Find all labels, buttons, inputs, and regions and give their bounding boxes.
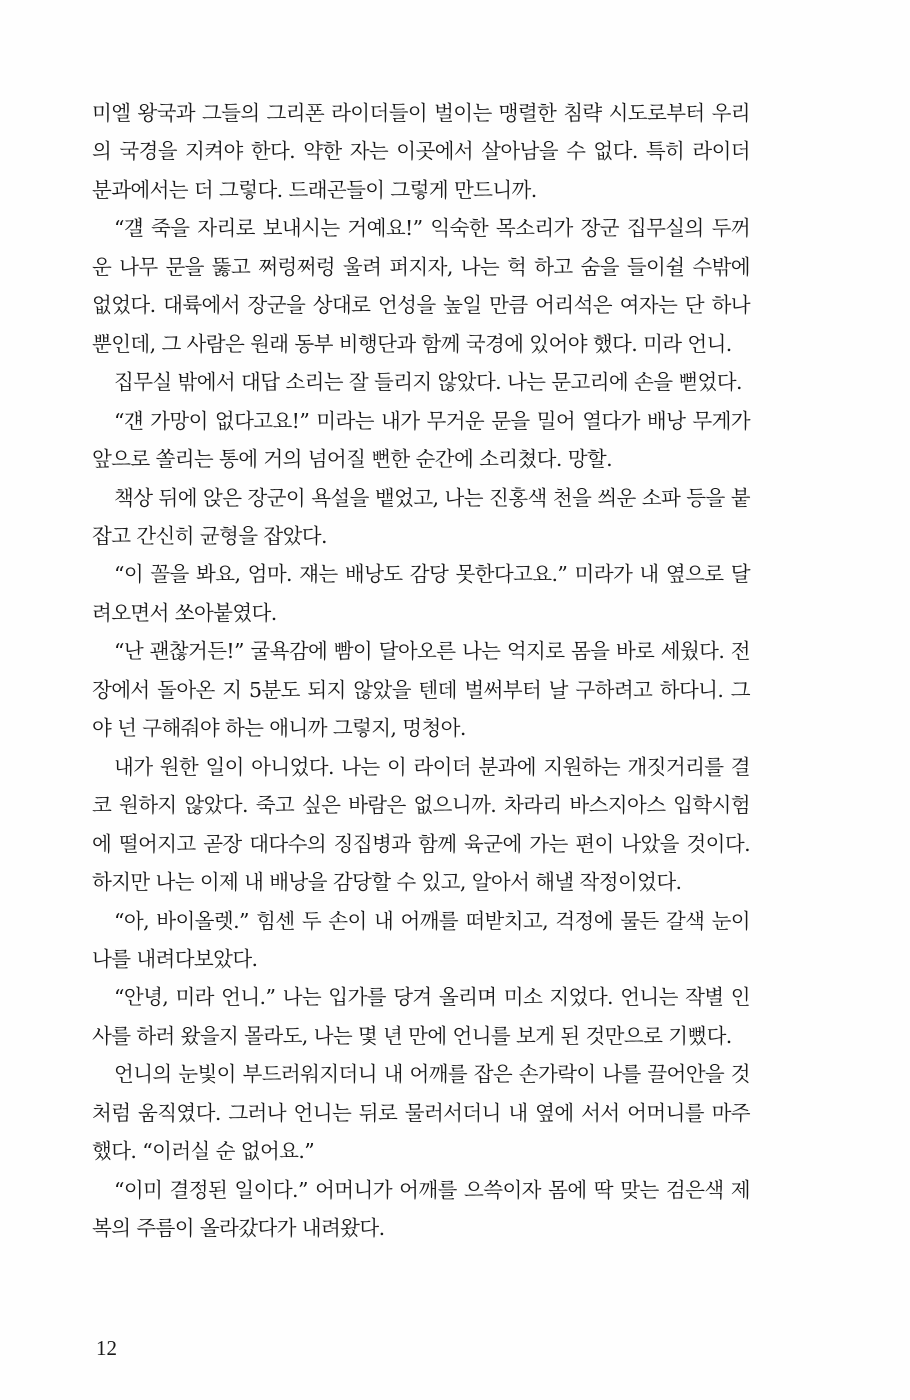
paragraph: “걘 가망이 없다고요!” 미라는 내가 무거운 문을 밀어 열다가 배낭 무게가 앞으로 쏠리는 통에 거의 넘어질 뻔한 순간에 소리쳤다. 망할. — [92, 408, 750, 472]
body-text — [92, 94, 750, 1248]
paragraph: “걜 죽을 자리로 보내시는 거예요!” 익숙한 목소리가 장군 집무실의 두꺼운 나무 문을 뚫고 쩌렁쩌렁 울려 퍼지자, 나는 헉 하고 숨을 들이쉴 수밖에 없었다. 대륙에서 장군을 상대로 언성을 높일 만큼 어리석은 여자는 단 하나뿐인데, 그 사람은 원래 동부 비행단과 함께 국경에 있어야 했다. 미라 언니. — [92, 216, 750, 356]
paragraph: 미엘 왕국과 그들의 그리폰 라이더들이 벌이는 맹렬한 침략 시도로부터 우리의 국경을 지켜야 한다. 약한 자는 이곳에서 살아남을 수 없다. 특히 라이더 분과에서는 더 그렇다. 드래곤들이 그렇게 만드니까. — [92, 101, 750, 202]
paragraph: 책상 뒤에 앉은 장군이 욕설을 뱉었고, 나는 진홍색 천을 씌운 소파 등을 붙잡고 간신히 균형을 잡았다. — [92, 485, 750, 548]
paragraph: “이 꼴을 봐요, 엄마. 쟤는 배낭도 감당 못한다고요.” 미라가 내 옆으로 달려오면서 쏘아붙였다. — [92, 562, 750, 625]
paragraph: 언니의 눈빛이 부드러워지더니 내 어깨를 잡은 손가락이 나를 끌어안을 것처럼 움직였다. 그러나 언니는 뒤로 물러서더니 내 옆에 서서 어머니를 마주했다. “이러실 순 없어요.” — [92, 1062, 750, 1164]
paragraph: “아, 바이올렛.” 힘센 두 손이 내 어깨를 떠받치고, 걱정에 물든 갈색 눈이 나를 내려다보았다. — [92, 908, 750, 971]
paragraph: “안녕, 미라 언니.” 나는 입가를 당겨 올리며 미소 지었다. 언니는 작별 인사를 하러 왔을지 몰라도, 나는 몇 년 만에 언니를 보게 된 것만으로 기뻤다. — [92, 985, 750, 1048]
paragraph: 내가 원한 일이 아니었다. 나는 이 라이더 분과에 지원하는 개짓거리를 결코 원하지 않았다. 죽고 싶은 바람은 없으니까. 차라리 바스지아스 입학시험에 떨어지고 곧장 대다수의 징집병과 함께 육군에 가는 편이 나았을 것이다. 하지만 나는 이제 내 배낭을 감당할 수 있고, 알아서 해낼 작정이었다. — [92, 754, 750, 895]
page-number: 12 — [96, 1336, 117, 1360]
paragraph: “이미 결정된 일이다.” 어머니가 어깨를 으쓱이자 몸에 딱 맞는 검은색 제복의 주름이 올라갔다가 내려왔다. — [92, 1177, 750, 1241]
paragraph: 집무실 밖에서 대답 소리는 잘 들리지 않았다. 나는 문고리에 손을 뻗었다. — [114, 370, 742, 395]
paragraph: “난 괜찮거든!” 굴욕감에 빰이 달아오른 나는 억지로 몸을 바로 세웠다. 전장에서 돌아온 지 5분도 되지 않았을 텐데 벌써부터 날 구하려고 하다니. 그야 넌 구해줘야 하는 애니까 그렇지, 멍청아. — [92, 639, 750, 741]
